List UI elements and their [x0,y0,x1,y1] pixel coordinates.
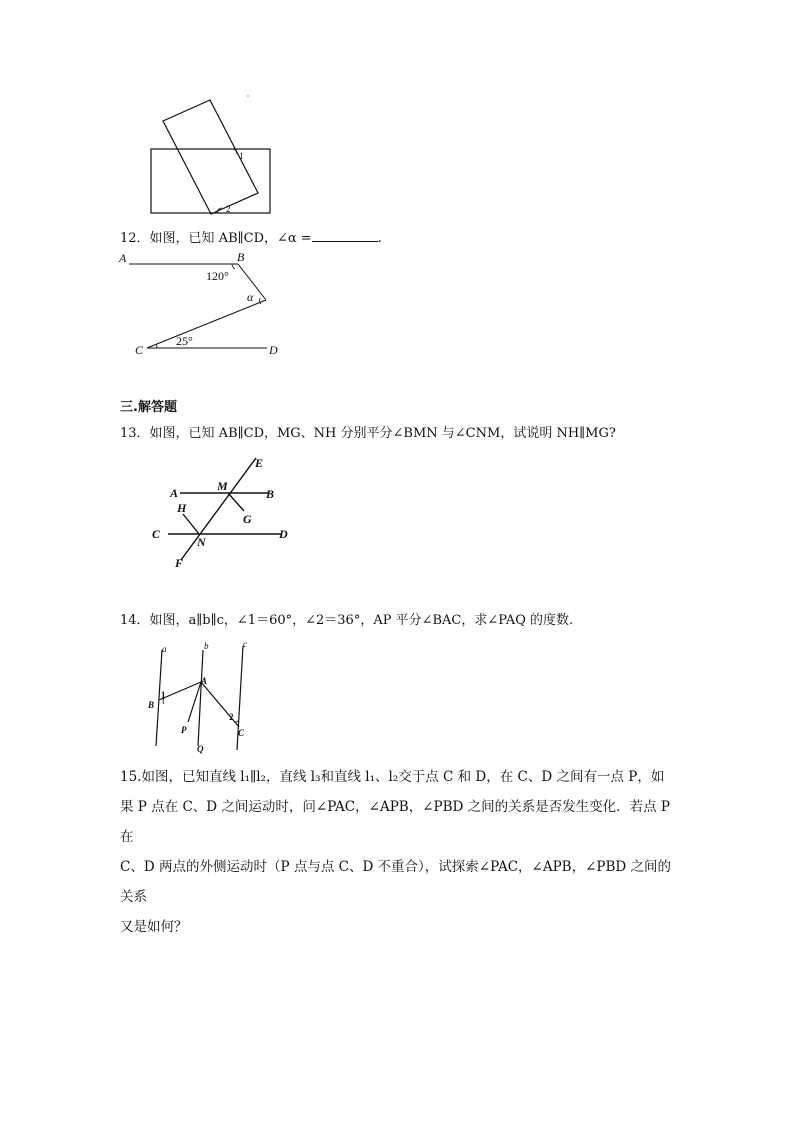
q13-label-H: H [177,501,187,515]
q14-question: 14．如图，a∥b∥c，∠1＝60°，∠2＝36°，AP 平分∠BAC，求∠PAQ 的度数. [120,613,574,628]
q13-question: 13．如图，已知 AB∥CD，MG、NH 分别平分∠BMN 与∠CNM，试说明 NH∥MG? [120,426,616,441]
q14-label-a: a [162,644,167,654]
q14-label-B: B [148,700,155,710]
q12-label-A: A [119,251,127,265]
q12-label-D: D [269,343,278,357]
q13-label-F: F [175,556,184,570]
q12-label-25: 25° [176,334,193,348]
q14-label-Q: Q [197,744,204,754]
q15-line-1: 15.如图，已知直线 l₁∥l₂，直线 l₃和直线 l₁、l₂交于点 C 和 D，在 C、D 之间有一点 P，如 [120,769,665,785]
q15-line-4: 又是如何？ [120,919,188,935]
q14-label-1: 1 [161,690,166,700]
q14-figure [142,638,257,758]
q12-label-C: C [135,343,144,357]
q12-label-120: 120° [206,269,229,283]
q14-label-P: P [181,725,187,735]
q13-label-E: E [255,456,264,470]
q14-label-C: C [238,728,245,738]
q12-text: 12．如图，已知 AB∥CD，∠α = [120,231,312,246]
fig11-label-1: 1 [239,151,244,161]
q14-label-c: c [243,639,247,649]
q12-answer-blank[interactable] [312,229,378,242]
q14-label-A: A [201,676,208,686]
section-title: 三.解答题 [120,400,177,415]
q13-label-N: N [197,535,206,549]
q11-figure [140,92,280,220]
q15-question [120,762,680,942]
q13-label-A: A [170,486,179,500]
q12-label-B: B [237,250,245,264]
q13-label-G: G [243,512,252,526]
q12-figure [115,246,290,362]
q14-label-2: 2 [229,712,234,722]
q13-label-D: D [279,527,288,541]
q13-label-B: B [266,487,275,501]
fig11-label-2: 2 [226,204,231,214]
q13-label-M: M [217,479,228,493]
q14-label-b: b [204,641,209,651]
tilted-rectangle [163,100,258,214]
q15-line-2: 果 P 点在 C、D 之间运动时，问∠PAC，∠APB，∠PBD 之间的关系是否发生变化．若点 P 在 [120,799,671,845]
q13-label-C: C [152,527,161,541]
q12-end: . [377,231,382,246]
q12-label-alpha: α [247,290,254,304]
q13-figure [148,452,298,572]
q15-line-3: C、D 两点的外侧运动时（P 点与点 C、D 不重合），试探索∠PAC，∠APB，∠PBD 之间的关系 [120,859,672,905]
